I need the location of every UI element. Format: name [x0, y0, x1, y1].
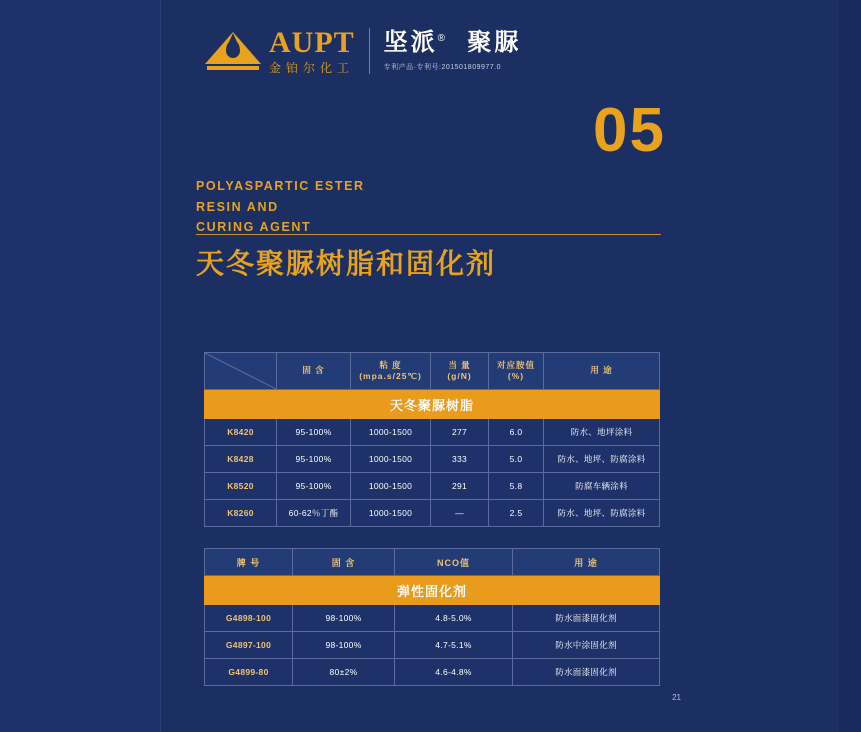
- resin-model: K8428: [205, 446, 277, 473]
- resin-header-viscosity-l1: 粘 度: [379, 359, 402, 370]
- resin-table-header: [205, 353, 660, 390]
- section-cn-title: 天冬聚脲树脂和固化剂: [196, 248, 497, 279]
- resin-usage: 防水、地坪涂料: [544, 419, 660, 446]
- resin-solid: 95-100%: [277, 419, 351, 446]
- brand-logo: [205, 22, 521, 80]
- table-row: [205, 446, 660, 473]
- resin-viscosity: 1000-1500: [351, 473, 431, 500]
- section-number: 05: [593, 96, 666, 165]
- resin-header-solid: 固 含: [277, 353, 351, 390]
- table-row: [205, 473, 660, 500]
- curing-nco: 4.8-5.0%: [395, 605, 513, 632]
- resin-equivalent: 333: [431, 446, 489, 473]
- table-row: [205, 500, 660, 527]
- curing-model: G4899-80: [205, 659, 293, 686]
- resin-model: K8260: [205, 500, 277, 527]
- resin-header-equivalent-l2: (g/N): [447, 371, 472, 381]
- resin-header-usage: 用 途: [544, 353, 660, 390]
- resin-table-title-row: [205, 390, 660, 419]
- resin-model: K8520: [205, 473, 277, 500]
- en-title-line-1: POLYASPARTIC ESTER: [196, 179, 365, 193]
- resin-equivalent: 277: [431, 419, 489, 446]
- patent-text: 专利产品·专利号:201501809977.0: [383, 63, 502, 71]
- brand-name-block: [384, 30, 522, 71]
- resin-usage: 防水、地坪、防腐涂料: [544, 446, 660, 473]
- resin-solid: 60-62％丁酯: [277, 500, 351, 527]
- resin-viscosity: 1000-1500: [351, 500, 431, 527]
- resin-header-equivalent-l1: 当 量: [448, 359, 471, 370]
- curing-table-header: [205, 549, 660, 576]
- curing-header-usage: 用 途: [513, 549, 660, 576]
- logo-text: [269, 28, 355, 74]
- curing-model: G4897-100: [205, 632, 293, 659]
- resin-table-title: 天冬聚脲树脂: [205, 390, 660, 419]
- resin-solid: 95-100%: [277, 473, 351, 500]
- resin-table-body: [205, 419, 660, 527]
- resin-header-corner: [205, 353, 277, 390]
- curing-table-title-row: [205, 576, 660, 605]
- curing-usage: 防水面漆固化剂: [513, 605, 660, 632]
- curing-header-model: 牌 号: [205, 549, 293, 576]
- resin-header-amine: [489, 353, 544, 390]
- diagonal-line-icon: [205, 353, 276, 389]
- table-row: [205, 632, 660, 659]
- curing-table-title: 弹性固化剂: [205, 576, 660, 605]
- curing-model: G4898-100: [205, 605, 293, 632]
- logo-en-text: AUPT: [269, 26, 355, 59]
- right-stripe: [839, 0, 861, 732]
- resin-usage: 防水、地坪、防腐涂料: [544, 500, 660, 527]
- curing-solid: 80±2%: [293, 659, 395, 686]
- page-number: 21: [672, 693, 681, 702]
- resin-solid: 95-100%: [277, 446, 351, 473]
- table-row: [205, 605, 660, 632]
- title-divider: [196, 234, 661, 235]
- resin-header-amine-l2: (%): [507, 371, 525, 381]
- curing-usage: 防水中涂固化剂: [513, 632, 660, 659]
- table-row: [205, 659, 660, 686]
- en-title-line-3: CURING AGENT: [196, 220, 312, 235]
- resin-amine: 5.8: [489, 473, 544, 500]
- curing-usage: 防水面漆固化剂: [513, 659, 660, 686]
- curing-solid: 98-100%: [293, 632, 395, 659]
- resin-amine: 6.0: [489, 419, 544, 446]
- curing-table-body: [205, 605, 660, 686]
- brand-name-part2: 聚脲: [467, 29, 522, 57]
- aupt-logo-icon: [205, 28, 261, 74]
- brand-name: [384, 30, 522, 56]
- curing-agent-table: [204, 548, 660, 686]
- resin-header-viscosity-l2: (mpa.s/25℃): [359, 371, 422, 381]
- left-stripe: [0, 0, 161, 732]
- resin-equivalent: —: [431, 500, 489, 527]
- trademark-symbol: ®: [437, 33, 449, 45]
- resin-header-viscosity: [351, 353, 431, 390]
- resin-usage: 防腐车辆涂料: [544, 473, 660, 500]
- resin-table-container: [204, 352, 659, 527]
- curing-header-nco: NCO值: [395, 549, 513, 576]
- resin-equivalent: 291: [431, 473, 489, 500]
- curing-agent-table-container: [204, 548, 659, 686]
- resin-model: K8420: [205, 419, 277, 446]
- brand-name-part1: 坚派: [383, 29, 438, 57]
- curing-header-solid: 固 含: [293, 549, 395, 576]
- resin-table: [204, 352, 660, 527]
- section-en-title: [196, 176, 365, 238]
- resin-amine: 5.0: [489, 446, 544, 473]
- resin-header-equivalent: [431, 353, 489, 390]
- en-title-line-2: RESIN AND: [196, 199, 279, 214]
- curing-solid: 98-100%: [293, 605, 395, 632]
- logo-divider: [369, 28, 370, 74]
- curing-nco: 4.6-4.8%: [395, 659, 513, 686]
- resin-viscosity: 1000-1500: [351, 446, 431, 473]
- curing-nco: 4.7-5.1%: [395, 632, 513, 659]
- resin-amine: 2.5: [489, 500, 544, 527]
- resin-viscosity: 1000-1500: [351, 419, 431, 446]
- table-row: [205, 419, 660, 446]
- resin-header-amine-l1: 对应胺值: [496, 359, 535, 370]
- logo-cn-text: 金铂尔化工: [269, 61, 355, 75]
